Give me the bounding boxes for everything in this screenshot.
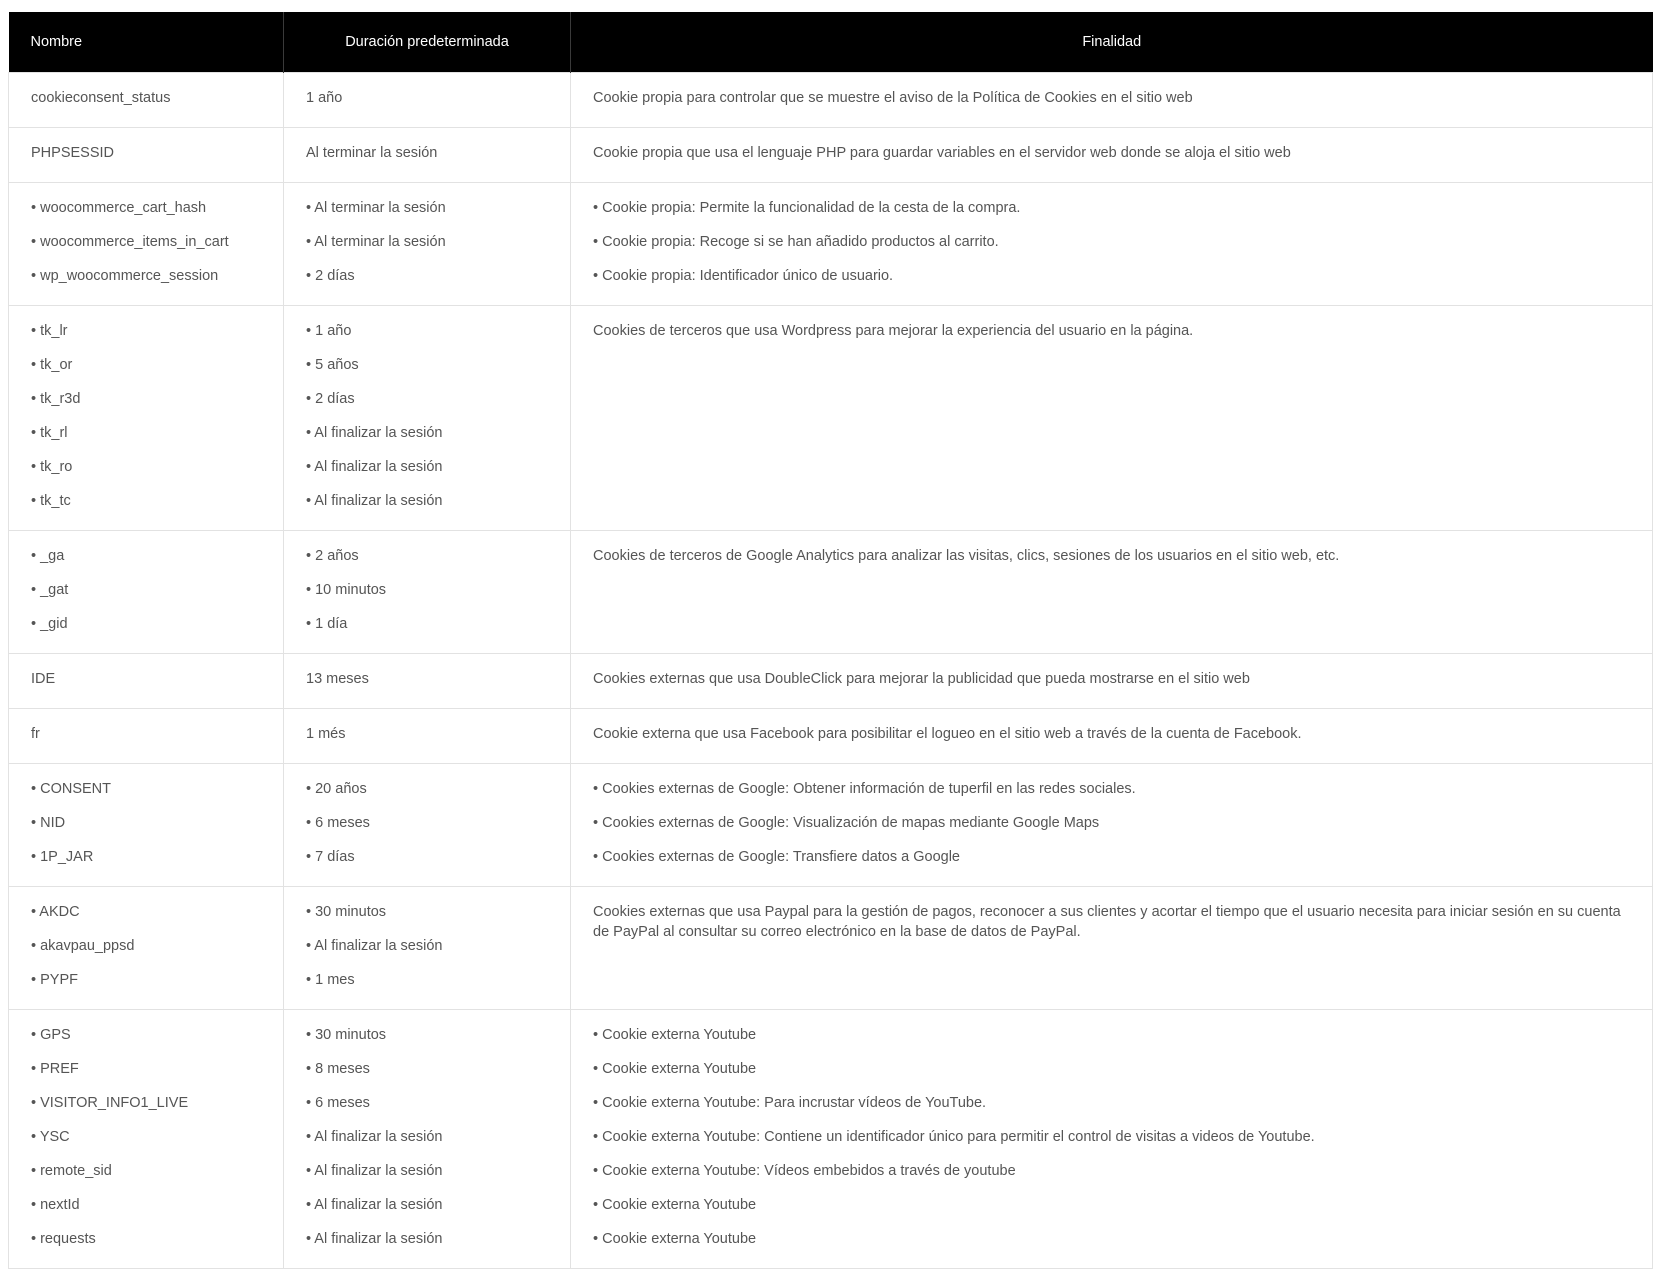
cookie-name: • wp_woocommerce_session xyxy=(31,268,219,284)
cookie-name: • woocommerce_items_in_cart xyxy=(31,234,229,250)
cookie-duration-cell xyxy=(284,887,571,1010)
cookie-duration: • 20 años xyxy=(306,781,367,797)
cookie-duration-cell xyxy=(284,764,571,887)
cookie-name-cell xyxy=(9,709,284,764)
cookie-duration: • 6 meses xyxy=(306,815,370,831)
cookie-name: • GPS xyxy=(31,1027,71,1043)
cookie-duration: • Al terminar la sesión xyxy=(306,200,446,216)
cookie-purpose-cell xyxy=(571,73,1653,128)
cookie-name-cell xyxy=(9,1010,284,1269)
cookie-duration: • Al finalizar la sesión xyxy=(306,1129,443,1145)
cookie-duration: • 6 meses xyxy=(306,1095,370,1111)
table-row xyxy=(9,531,1653,654)
cookie-name-cell xyxy=(9,887,284,1010)
cookie-purpose: • Cookie externa Youtube: Para incrustar vídeos de YouTube. xyxy=(593,1095,987,1111)
cookie-name: IDE xyxy=(31,671,56,687)
table-row xyxy=(9,306,1653,531)
cookie-purpose: Cookie propia que usa el lenguaje PHP para guardar variables en el servidor web donde se aloja el sitio web xyxy=(593,145,1291,161)
cookie-name: PHPSESSID xyxy=(31,145,114,161)
cookie-purpose: • Cookie externa Youtube: Vídeos embebidos a través de youtube xyxy=(593,1163,1016,1179)
header-duration: Duración predeterminada xyxy=(284,12,571,73)
cookie-name-cell xyxy=(9,128,284,183)
cookie-name: fr xyxy=(31,726,40,742)
cookie-duration: • Al finalizar la sesión xyxy=(306,1163,443,1179)
cookie-name: • PREF xyxy=(31,1061,79,1077)
cookie-name: • tk_rl xyxy=(31,425,68,441)
cookie-name: • remote_sid xyxy=(31,1163,112,1179)
cookie-purpose-cell xyxy=(571,183,1653,306)
cookie-purpose: Cookies externas que usa DoubleClick para mejorar la publicidad que pueda mostrarse en el sitio web xyxy=(593,671,1250,687)
cookie-purpose: • Cookie externa Youtube xyxy=(593,1027,757,1043)
cookie-duration: • 1 mes xyxy=(306,972,355,988)
cookie-purpose: • Cookies externas de Google: Transfiere datos a Google xyxy=(593,849,960,865)
cookie-duration: • Al finalizar la sesión xyxy=(306,1197,443,1213)
cookie-purpose: • Cookie externa Youtube xyxy=(593,1061,757,1077)
cookie-name: • YSC xyxy=(31,1129,70,1145)
cookie-purpose: Cookies externas que usa Paypal para la gestión de pagos, reconocer a sus clientes y acortar el tiempo que el usuario necesita para iniciar sesión en su cuenta de PayPal al consultar su correo electrónico en la base de datos de PayPal. xyxy=(593,904,1621,940)
table-row xyxy=(9,764,1653,887)
cookie-name-cell xyxy=(9,183,284,306)
cookie-name: • CONSENT xyxy=(31,781,111,797)
cookie-duration: • 2 días xyxy=(306,268,355,284)
cookie-duration: • 2 días xyxy=(306,391,355,407)
cookie-name: • tk_r3d xyxy=(31,391,81,407)
cookie-purpose: • Cookie externa Youtube xyxy=(593,1197,757,1213)
cookie-duration: • 8 meses xyxy=(306,1061,370,1077)
cookie-name: • requests xyxy=(31,1231,96,1247)
cookie-name: • VISITOR_INFO1_LIVE xyxy=(31,1095,189,1111)
cookie-name-cell xyxy=(9,73,284,128)
cookie-purpose-cell xyxy=(571,764,1653,887)
cookie-purpose: • Cookie externa Youtube: Contiene un identificador único para permitir el control de visitas a videos de Youtube. xyxy=(593,1129,1315,1145)
cookie-name: • _gat xyxy=(31,582,69,598)
cookie-name: • tk_or xyxy=(31,357,73,373)
cookie-name: • _gid xyxy=(31,616,68,632)
cookie-purpose: • Cookie propia: Identificador único de usuario. xyxy=(593,268,894,284)
cookie-duration: 1 año xyxy=(306,90,343,106)
cookie-name: • _ga xyxy=(31,548,65,564)
cookie-name: • AKDC xyxy=(31,904,80,920)
cookie-name: • NID xyxy=(31,815,66,831)
cookie-duration: Al terminar la sesión xyxy=(306,145,438,161)
cookie-name: cookieconsent_status xyxy=(31,90,171,106)
header-name: Nombre xyxy=(9,12,284,73)
cookie-duration-cell xyxy=(284,73,571,128)
cookie-purpose-cell xyxy=(571,306,1653,531)
table-row xyxy=(9,183,1653,306)
cookie-duration: • Al finalizar la sesión xyxy=(306,938,443,954)
table-row xyxy=(9,654,1653,709)
cookie-name-cell xyxy=(9,764,284,887)
cookie-purpose: Cookies de terceros de Google Analytics para analizar las visitas, clics, sesiones de los usuarios en el sitio web, etc. xyxy=(593,548,1340,564)
cookie-duration: 1 més xyxy=(306,726,346,742)
cookie-duration: • Al finalizar la sesión xyxy=(306,425,443,441)
cookie-name: • akavpau_ppsd xyxy=(31,938,135,954)
cookie-name: • 1P_JAR xyxy=(31,849,94,865)
table-row xyxy=(9,1010,1653,1269)
cookie-purpose-cell xyxy=(571,1010,1653,1269)
cookie-duration-cell xyxy=(284,654,571,709)
cookie-duration-cell xyxy=(284,183,571,306)
cookie-duration-cell xyxy=(284,128,571,183)
cookies-table xyxy=(8,12,1653,1269)
cookie-name-cell xyxy=(9,531,284,654)
cookie-duration: 13 meses xyxy=(306,671,369,687)
cookie-duration: • Al finalizar la sesión xyxy=(306,459,443,475)
table-row xyxy=(9,73,1653,128)
cookie-purpose: Cookies de terceros que usa Wordpress para mejorar la experiencia del usuario en la página. xyxy=(593,323,1194,339)
cookie-duration: • 1 año xyxy=(306,323,352,339)
cookie-purpose-cell xyxy=(571,128,1653,183)
cookie-duration: • 5 años xyxy=(306,357,359,373)
header-row xyxy=(9,12,1653,73)
header-purpose: Finalidad xyxy=(571,12,1653,73)
cookie-duration: • 30 minutos xyxy=(306,904,387,920)
cookie-name-cell xyxy=(9,654,284,709)
cookie-purpose: Cookie propia para controlar que se muestre el aviso de la Política de Cookies en el sitio web xyxy=(593,90,1193,106)
cookie-purpose-cell xyxy=(571,531,1653,654)
table-row xyxy=(9,887,1653,1010)
cookie-name: • PYPF xyxy=(31,972,78,988)
cookie-duration-cell xyxy=(284,306,571,531)
cookie-name: • tk_lr xyxy=(31,323,68,339)
cookie-name: • woocommerce_cart_hash xyxy=(31,200,207,216)
cookie-name: • nextId xyxy=(31,1197,80,1213)
table-body xyxy=(9,73,1653,1269)
cookie-purpose: • Cookie propia: Permite la funcionalidad de la cesta de la compra. xyxy=(593,200,1021,216)
cookie-purpose-cell xyxy=(571,709,1653,764)
cookie-duration-cell xyxy=(284,1010,571,1269)
cookie-duration: • 2 años xyxy=(306,548,359,564)
cookie-duration-cell xyxy=(284,531,571,654)
cookie-duration: • 30 minutos xyxy=(306,1027,387,1043)
cookie-duration: • Al finalizar la sesión xyxy=(306,1231,443,1247)
cookie-purpose: • Cookie externa Youtube xyxy=(593,1231,757,1247)
cookie-purpose: • Cookie propia: Recoge si se han añadido productos al carrito. xyxy=(593,234,999,250)
cookie-duration-cell xyxy=(284,709,571,764)
table-row xyxy=(9,709,1653,764)
cookie-duration: • Al terminar la sesión xyxy=(306,234,446,250)
cookie-purpose-cell xyxy=(571,654,1653,709)
cookie-duration: • 7 días xyxy=(306,849,355,865)
cookie-purpose: Cookie externa que usa Facebook para posibilitar el logueo en el sitio web a través de la cuenta de Facebook. xyxy=(593,726,1302,742)
cookie-duration: • 1 día xyxy=(306,616,348,632)
cookie-name-cell xyxy=(9,306,284,531)
cookie-purpose-cell xyxy=(571,887,1653,1010)
cookie-duration: • Al finalizar la sesión xyxy=(306,493,443,509)
cookie-name: • tk_tc xyxy=(31,493,71,509)
cookie-purpose: • Cookies externas de Google: Visualización de mapas mediante Google Maps xyxy=(593,815,1100,831)
table-row xyxy=(9,128,1653,183)
cookie-purpose: • Cookies externas de Google: Obtener información de tuperfil en las redes sociales. xyxy=(593,781,1136,797)
cookie-duration: • 10 minutos xyxy=(306,582,387,598)
cookie-name: • tk_ro xyxy=(31,459,73,475)
